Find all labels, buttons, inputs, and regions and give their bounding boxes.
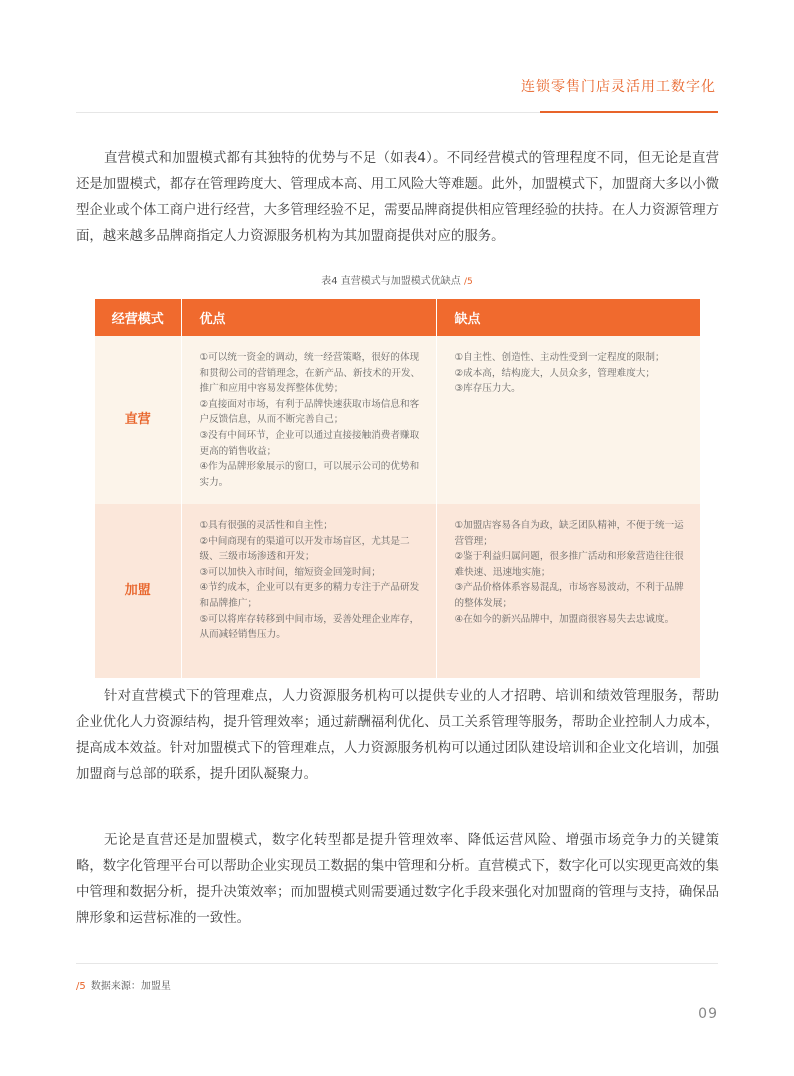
header-accent-bar	[540, 111, 718, 113]
row-cons-franchise	[436, 504, 700, 678]
cons-item: ①自主性、创造性、主动性受到一定程度的限制；	[454, 352, 665, 363]
pros-item: ③没有中间环节，企业可以通过直接接触消费者赚取更高的销售收益；	[199, 429, 420, 457]
cons-item: ③库存压力大。	[454, 383, 521, 395]
cons-item: ②成本高，结构庞大，人员众多，管理难度大；	[454, 367, 655, 379]
cons-item: ②鉴于利益归属问题，很多推广活动和形象营造往往很难快速、迅速地实施；	[454, 551, 684, 578]
footnote-divider	[76, 963, 718, 964]
body-paragraph-1: 直营模式和加盟模式都有其独特的优势与不足（如表4）。不同经营模式的管理程度不同，但无论是直营还是加盟模式，都存在管理跨度大、管理成本高、用工风险大等难题。此外，加盟模式下，加盟商大多以小微型企业或个体工商户进行经营，大多管理经验不足，需要品牌商提供相应管理经验的扶持。在人力资源管理方面，越来越多品牌商指定人力资源服务机构为其加盟商提供对应的服务。	[76, 151, 719, 244]
running-header-title: 连锁零售门店灵活用工数字化	[521, 79, 716, 95]
row-pros-franchise	[181, 504, 436, 678]
table-caption-note: /5	[463, 277, 473, 287]
row-pros-direct	[181, 336, 436, 504]
table-header-row	[95, 299, 700, 336]
comparison-table	[95, 299, 700, 678]
cons-item: ④在如今的新兴品牌中，加盟商很容易失去忠诚度。	[454, 613, 675, 625]
footnote-text: 数据来源：加盟星	[90, 981, 171, 992]
header-pros: 优点	[181, 299, 436, 336]
table-caption	[0, 272, 794, 287]
pros-item: ④作为品牌形象展示的窗口，可以展示公司的优势和实力。	[199, 461, 420, 488]
table-row-direct	[95, 336, 700, 504]
header-cons: 缺点	[436, 299, 700, 336]
footnote-mark: /5	[76, 981, 86, 992]
cons-item: ①加盟店容易各自为政，缺乏团队精神，不便于统一运营管理；	[454, 520, 684, 547]
pros-item: ④节约成本，企业可以有更多的精力专注于产品研发和品牌推广；	[199, 582, 420, 609]
body-paragraph-3: 无论是直营还是加盟模式，数字化转型都是提升管理效率、降低运营风险、增强市场竞争力的关键策略，数字化管理平台可以帮助企业实现员工数据的集中管理和分析。直营模式下，数字化可以实现更高效的集中管理和数据分析，提升决策效率；而加盟模式则需要通过数字化手段来强化对加盟商的管理与支持，确保品牌形象和运营标准的一致性。	[76, 833, 719, 926]
header-mode: 经营模式	[95, 299, 181, 336]
table-row-franchise	[95, 504, 700, 678]
cons-item: ③产品价格体系容易混乱，市场容易波动，不利于品牌的整体发展；	[454, 582, 684, 609]
row-mode-franchise: 加盟	[95, 504, 181, 678]
footnote	[76, 977, 171, 992]
body-paragraph-2: 针对直营模式下的管理难点，人力资源服务机构可以提供专业的人才招聘、培训和绩效管理服务，帮助企业优化人力资源结构，提升管理效率；通过薪酬福利优化、员工关系管理等服务，帮助企业控制人力成本，提高成本效益。针对加盟模式下的管理难点，人力资源服务机构可以通过团队建设培训和企业文化培训，加强加盟商与总部的联系，提升团队凝聚力。	[76, 689, 719, 782]
pros-item: ②中间商现有的渠道可以开发市场盲区，尤其是二级、三级市场渗透和开发；	[199, 535, 410, 563]
pros-item: ①可以统一资金的调动，统一经营策略，很好的体现和贯彻公司的营销理念，在新产品、新技术的开发、推广和应用中容易发挥整体优势；	[199, 352, 421, 395]
pros-item: ①具有很强的灵活性和自主性；	[199, 520, 333, 531]
row-cons-direct	[436, 336, 700, 504]
pros-item: ⑤可以将库存转移到中间市场，妥善处理企业库存，从而减轻销售压力。	[199, 613, 420, 641]
page-number: 09	[698, 1006, 718, 1022]
pros-item: ②直接面对市场，有利于品牌快速获取市场信息和客户反馈信息，从而不断完善自己；	[199, 398, 420, 426]
table-caption-text: 表4 直营模式与加盟模式优缺点	[321, 276, 461, 287]
pros-item: ③可以加快入市时间，缩短资金回笼时间；	[199, 566, 381, 578]
row-mode-direct: 直营	[95, 336, 181, 504]
